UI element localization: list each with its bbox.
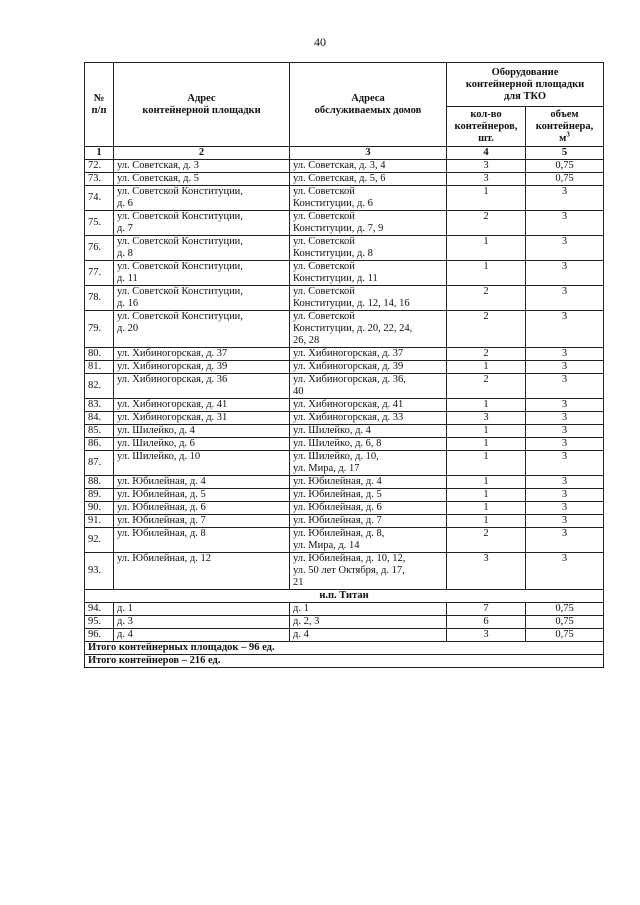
container-count: 1 [447, 399, 526, 412]
row-number: 86. [85, 438, 114, 451]
served-houses: ул. Юбилейная, д. 7 [290, 515, 447, 528]
container-volume: 3 [526, 451, 604, 476]
row-number: 73. [85, 173, 114, 186]
row-number: 94. [85, 603, 114, 616]
table-row [85, 286, 604, 311]
table-row [85, 399, 604, 412]
container-count: 1 [447, 236, 526, 261]
table-row [85, 476, 604, 489]
container-volume: 3 [526, 476, 604, 489]
container-volume: 3 [526, 528, 604, 553]
container-volume: 3 [526, 348, 604, 361]
table-row [85, 515, 604, 528]
total-row [85, 655, 604, 668]
header-volume [526, 107, 604, 147]
header-volume-text: объем контейнера, м [535, 108, 594, 144]
container-count: 1 [447, 489, 526, 502]
table-row [85, 173, 604, 186]
col-number: 5 [526, 147, 604, 160]
page-number: 40 [314, 35, 326, 49]
row-number: 74. [85, 186, 114, 211]
row-number: 72. [85, 160, 114, 173]
container-count: 3 [447, 160, 526, 173]
header-served: Адреса обслуживаемых домов [290, 63, 447, 147]
header-num: № п/п [85, 63, 114, 147]
served-houses: ул. Юбилейная, д. 5 [290, 489, 447, 502]
served-houses: д. 2, 3 [290, 616, 447, 629]
table-row [85, 211, 604, 236]
table-row [85, 502, 604, 515]
site-address: ул. Советской Конституции, д. 6 [114, 186, 290, 211]
site-address: ул. Советской Конституции, д. 8 [114, 236, 290, 261]
table-row [85, 261, 604, 286]
served-houses: ул. Советская, д. 5, 6 [290, 173, 447, 186]
total-text: Итого контейнеров – 216 ед. [85, 655, 604, 668]
table-row [85, 438, 604, 451]
site-address: ул. Советской Конституции, д. 11 [114, 261, 290, 286]
container-volume: 3 [526, 374, 604, 399]
row-number: 78. [85, 286, 114, 311]
container-count: 2 [447, 528, 526, 553]
table-row [85, 489, 604, 502]
row-number: 80. [85, 348, 114, 361]
container-volume: 3 [526, 553, 604, 590]
container-count: 3 [447, 412, 526, 425]
row-number: 81. [85, 361, 114, 374]
row-number: 84. [85, 412, 114, 425]
served-houses: ул. Хибиногорская, д. 33 [290, 412, 447, 425]
container-count: 6 [447, 616, 526, 629]
site-address: ул. Советской Конституции, д. 20 [114, 311, 290, 348]
container-count: 1 [447, 261, 526, 286]
table-row [85, 160, 604, 173]
table-row [85, 311, 604, 348]
row-number: 77. [85, 261, 114, 286]
site-address: д. 4 [114, 629, 290, 642]
header-equipment: Оборудование контейнерной площадки для ТКО [447, 63, 604, 107]
container-count: 2 [447, 211, 526, 236]
container-volume: 3 [526, 236, 604, 261]
container-volume: 3 [526, 211, 604, 236]
served-houses: ул. Юбилейная, д. 6 [290, 502, 447, 515]
served-houses: ул. Хибиногорская, д. 41 [290, 399, 447, 412]
row-number: 82. [85, 374, 114, 399]
row-number: 93. [85, 553, 114, 590]
container-volume: 3 [526, 425, 604, 438]
served-houses: ул. Советской Конституции, д. 7, 9 [290, 211, 447, 236]
container-volume: 0,75 [526, 160, 604, 173]
row-number: 87. [85, 451, 114, 476]
served-houses: ул. Советской Конституции, д. 6 [290, 186, 447, 211]
site-address: ул. Хибиногорская, д. 37 [114, 348, 290, 361]
site-address: д. 1 [114, 603, 290, 616]
site-address: ул. Советская, д. 5 [114, 173, 290, 186]
container-count: 1 [447, 451, 526, 476]
served-houses: д. 1 [290, 603, 447, 616]
site-address: ул. Шилейко, д. 4 [114, 425, 290, 438]
row-number: 91. [85, 515, 114, 528]
row-number: 95. [85, 616, 114, 629]
container-volume: 3 [526, 515, 604, 528]
site-address: ул. Шилейко, д. 10 [114, 451, 290, 476]
site-address: ул. Хибиногорская, д. 39 [114, 361, 290, 374]
table-row [85, 553, 604, 590]
header-volume-sup: 3 [566, 130, 570, 138]
container-count: 1 [447, 361, 526, 374]
table-row [85, 186, 604, 211]
served-houses: ул. Юбилейная, д. 4 [290, 476, 447, 489]
container-count: 1 [447, 438, 526, 451]
table-row [85, 616, 604, 629]
container-count: 1 [447, 476, 526, 489]
served-houses: ул. Шилейко, д. 6, 8 [290, 438, 447, 451]
container-volume: 3 [526, 286, 604, 311]
container-count: 3 [447, 629, 526, 642]
container-volume: 0,75 [526, 629, 604, 642]
row-number: 83. [85, 399, 114, 412]
col-number: 3 [290, 147, 447, 160]
served-houses: ул. Хибиногорская, д. 36, 40 [290, 374, 447, 399]
container-count: 3 [447, 173, 526, 186]
served-houses: ул. Хибиногорская, д. 37 [290, 348, 447, 361]
row-number: 76. [85, 236, 114, 261]
container-volume: 3 [526, 502, 604, 515]
col-number: 1 [85, 147, 114, 160]
container-sites-table [84, 62, 604, 668]
container-volume: 3 [526, 361, 604, 374]
container-volume: 3 [526, 412, 604, 425]
table-row [85, 361, 604, 374]
container-count: 2 [447, 348, 526, 361]
served-houses: ул. Советской Конституции, д. 12, 14, 16 [290, 286, 447, 311]
container-volume: 3 [526, 489, 604, 502]
row-number: 75. [85, 211, 114, 236]
site-address: ул. Юбилейная, д. 4 [114, 476, 290, 489]
container-volume: 3 [526, 438, 604, 451]
table-row [85, 425, 604, 438]
site-address: ул. Советской Конституции, д. 7 [114, 211, 290, 236]
served-houses: ул. Советской Конституции, д. 20, 22, 24, 26, 28 [290, 311, 447, 348]
container-count: 7 [447, 603, 526, 616]
site-address: ул. Советской Конституции, д. 16 [114, 286, 290, 311]
row-number: 90. [85, 502, 114, 515]
header-address: Адрес контейнерной площадки [114, 63, 290, 147]
table-row [85, 236, 604, 261]
total-text: Итого контейнерных площадок – 96 ед. [85, 642, 604, 655]
container-volume: 3 [526, 261, 604, 286]
row-number: 96. [85, 629, 114, 642]
served-houses: ул. Советской Конституции, д. 8 [290, 236, 447, 261]
served-houses: ул. Юбилейная, д. 10, 12, ул. 50 лет Октября, д. 17, 21 [290, 553, 447, 590]
site-address: д. 3 [114, 616, 290, 629]
table-row [85, 374, 604, 399]
container-count: 2 [447, 286, 526, 311]
served-houses: ул. Советской Конституции, д. 11 [290, 261, 447, 286]
served-houses: ул. Шилейко, д. 10, ул. Мира, д. 17 [290, 451, 447, 476]
container-volume: 3 [526, 186, 604, 211]
row-number: 92. [85, 528, 114, 553]
served-houses: ул. Советская, д. 3, 4 [290, 160, 447, 173]
total-row [85, 642, 604, 655]
container-volume: 0,75 [526, 173, 604, 186]
row-number: 85. [85, 425, 114, 438]
container-count: 2 [447, 311, 526, 348]
container-count: 1 [447, 186, 526, 211]
container-count: 3 [447, 553, 526, 590]
row-number: 79. [85, 311, 114, 348]
container-count: 1 [447, 425, 526, 438]
container-count: 1 [447, 502, 526, 515]
table-body [85, 147, 604, 668]
site-address: ул. Советская, д. 3 [114, 160, 290, 173]
table-row [85, 603, 604, 616]
column-numbers-row [85, 147, 604, 160]
site-address: ул. Юбилейная, д. 5 [114, 489, 290, 502]
container-volume: 0,75 [526, 616, 604, 629]
col-number: 4 [447, 147, 526, 160]
table-row [85, 348, 604, 361]
site-address: ул. Юбилейная, д. 7 [114, 515, 290, 528]
section-title: н.п. Титан [85, 590, 604, 603]
site-address: ул. Хибиногорская, д. 41 [114, 399, 290, 412]
site-address: ул. Шилейко, д. 6 [114, 438, 290, 451]
served-houses: ул. Шилейко, д. 4 [290, 425, 447, 438]
row-number: 89. [85, 489, 114, 502]
table-row [85, 451, 604, 476]
container-count: 1 [447, 515, 526, 528]
served-houses: ул. Хибиногорская, д. 39 [290, 361, 447, 374]
container-volume: 3 [526, 399, 604, 412]
site-address: ул. Хибиногорская, д. 36 [114, 374, 290, 399]
row-number: 88. [85, 476, 114, 489]
container-count: 2 [447, 374, 526, 399]
header-count: кол-во контейнеров, шт. [447, 107, 526, 147]
served-houses: ул. Юбилейная, д. 8, ул. Мира, д. 14 [290, 528, 447, 553]
container-volume: 3 [526, 311, 604, 348]
site-address: ул. Хибиногорская, д. 31 [114, 412, 290, 425]
site-address: ул. Юбилейная, д. 12 [114, 553, 290, 590]
table-row [85, 528, 604, 553]
table-row [85, 629, 604, 642]
section-row [85, 590, 604, 603]
site-address: ул. Юбилейная, д. 6 [114, 502, 290, 515]
site-address: ул. Юбилейная, д. 8 [114, 528, 290, 553]
container-volume: 0,75 [526, 603, 604, 616]
served-houses: д. 4 [290, 629, 447, 642]
table-row [85, 412, 604, 425]
col-number: 2 [114, 147, 290, 160]
